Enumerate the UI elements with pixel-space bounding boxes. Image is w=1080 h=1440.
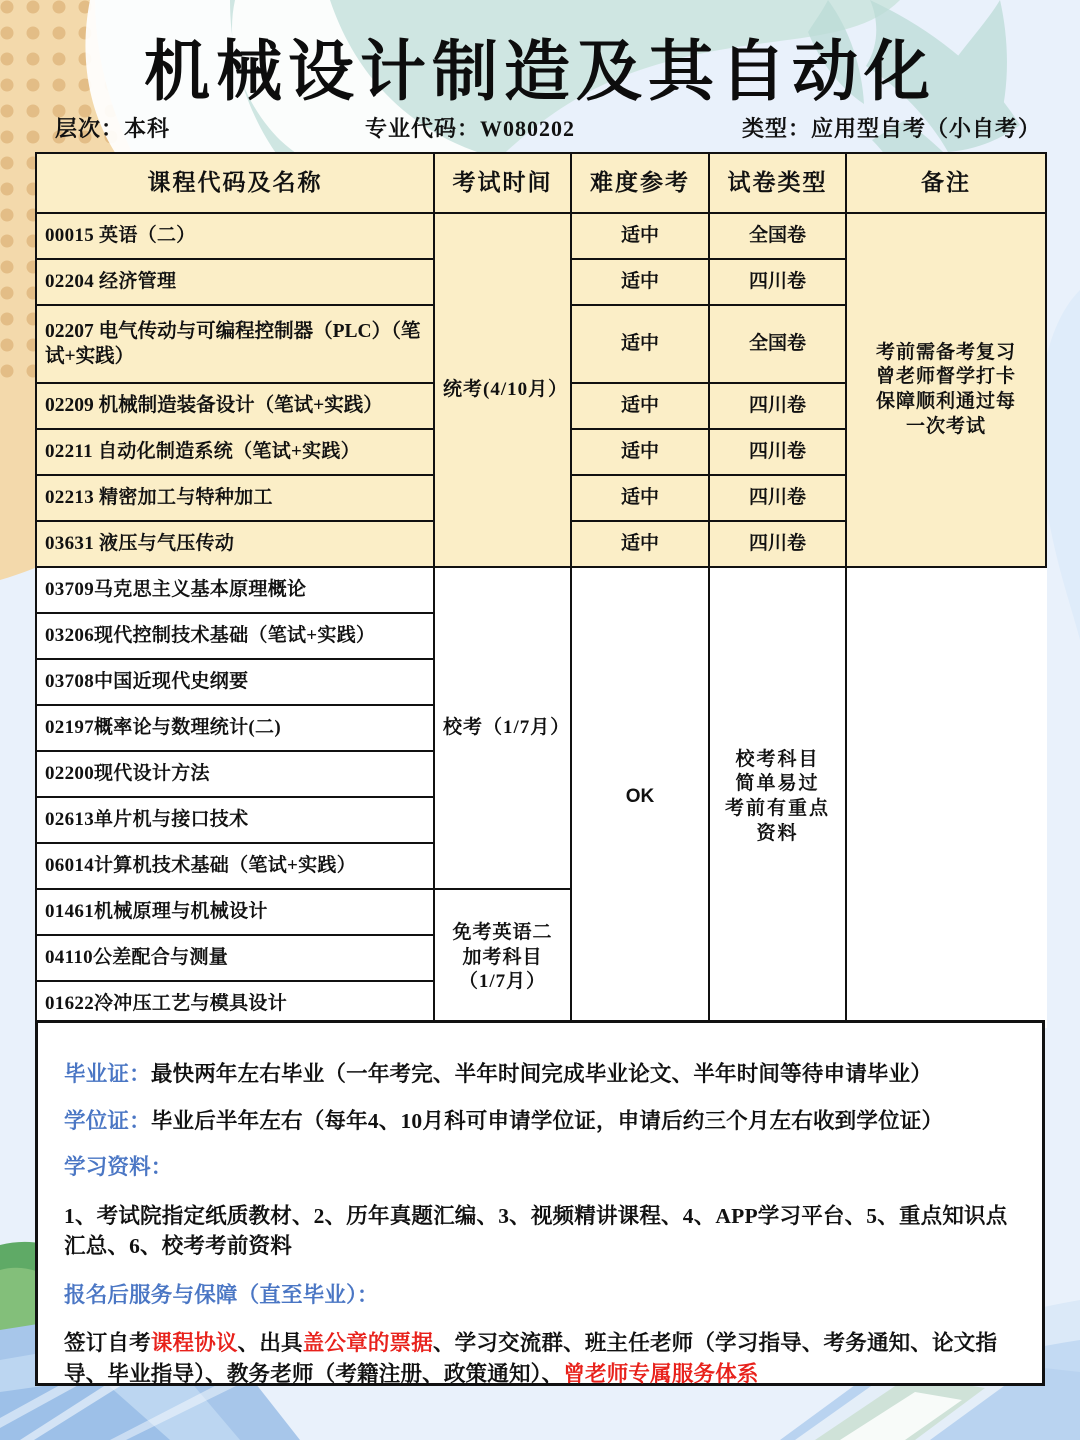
unified-exam-time: 统考(4/10月） bbox=[434, 213, 571, 567]
course-name: 00015 英语（二） bbox=[36, 213, 434, 259]
info-panel bbox=[35, 1020, 1045, 1386]
paper-type-value: 四川卷 bbox=[709, 475, 846, 521]
unified-note bbox=[846, 213, 1046, 567]
course-name: 03709马克思主义基本原理概论 bbox=[36, 567, 434, 613]
diploma-label: 毕业证： bbox=[64, 1062, 151, 1086]
note-line: 一次考试 bbox=[905, 415, 986, 437]
note-line: 曾老师督学打卡 bbox=[875, 366, 1016, 388]
degree-line bbox=[64, 1106, 1016, 1137]
school-difficulty-ok: OK bbox=[571, 567, 709, 1027]
col-header-difficulty: 难度参考 bbox=[571, 153, 709, 213]
col-header-time: 考试时间 bbox=[434, 153, 571, 213]
course-name: 02613单片机与接口技术 bbox=[36, 797, 434, 843]
diploma-line bbox=[64, 1059, 1016, 1090]
major-code-label: 专业代码：W080202 bbox=[364, 116, 575, 141]
course-name: 02197概率论与数理统计(二) bbox=[36, 705, 434, 751]
col-header-course: 课程代码及名称 bbox=[36, 153, 434, 213]
materials-heading bbox=[64, 1152, 1016, 1183]
course-name: 02200现代设计方法 bbox=[36, 751, 434, 797]
exempt-exam-time: 免考英语二加考科目（1/7月） bbox=[434, 889, 571, 1027]
type-label: 类型：应用型自考（小自考） bbox=[741, 116, 1041, 141]
service-text-2: 、出具 bbox=[237, 1331, 303, 1356]
materials-text: 1、考试院指定纸质教材、2、历年真题汇编、3、视频精讲课程、4、APP学习平台、5、重点知识点汇总、6、校考考前资料 bbox=[64, 1203, 1008, 1259]
note-line: 考前有重点资料 bbox=[724, 798, 830, 844]
note-line: 考前需备考复习 bbox=[875, 341, 1016, 363]
service-text bbox=[64, 1328, 1016, 1389]
service-label: 报名后服务与保障（直至毕业）： bbox=[64, 1282, 379, 1307]
paper-type-value: 四川卷 bbox=[709, 429, 846, 475]
table-row bbox=[36, 567, 1046, 613]
degree-text: 毕业后半年左右（每年4、10月科可申请学位证，申请后约三个月左右收到学位证） bbox=[150, 1108, 944, 1133]
difficulty-value: 适中 bbox=[571, 521, 709, 567]
difficulty-value: 适中 bbox=[571, 305, 709, 383]
service-text-1: 签订自考 bbox=[64, 1331, 151, 1356]
course-name: 03206现代控制技术基础（笔试+实践） bbox=[36, 613, 434, 659]
level-label: 层次：本科 bbox=[55, 116, 171, 141]
paper-type-value: 四川卷 bbox=[709, 259, 846, 305]
diploma-text: 最快两年左右毕业（一年考完、半年时间完成毕业论文、半年时间等待申请毕业） bbox=[150, 1062, 933, 1086]
difficulty-value: 适中 bbox=[571, 259, 709, 305]
service-highlight-1: 课程协议 bbox=[150, 1331, 238, 1356]
header-meta-row bbox=[35, 112, 1045, 143]
service-highlight-2: 盖公章的票据 bbox=[302, 1331, 433, 1356]
note-line: 简单易过 bbox=[735, 773, 820, 795]
difficulty-value: 适中 bbox=[571, 475, 709, 521]
course-name: 04110公差配合与测量 bbox=[36, 935, 434, 981]
course-name: 03631 液压与气压传动 bbox=[36, 521, 434, 567]
course-name: 02213 精密加工与特种加工 bbox=[36, 475, 434, 521]
table-header-row bbox=[36, 153, 1046, 213]
course-name: 02204 经济管理 bbox=[36, 259, 434, 305]
table-row bbox=[36, 889, 1046, 935]
course-name: 02209 机械制造装备设计（笔试+实践） bbox=[36, 383, 434, 429]
col-header-note: 备注 bbox=[846, 153, 1046, 213]
course-table bbox=[35, 152, 1047, 1028]
school-note bbox=[709, 567, 846, 1027]
service-heading bbox=[64, 1280, 1016, 1311]
course-name: 02207 电气传动与可编程控制器（PLC）（笔试+实践） bbox=[36, 305, 434, 383]
materials-label: 学习资料： bbox=[64, 1155, 173, 1180]
course-name: 02211 自动化制造系统（笔试+实践） bbox=[36, 429, 434, 475]
degree-label: 学位证： bbox=[64, 1108, 151, 1133]
course-name: 01461机械原理与机械设计 bbox=[36, 889, 434, 935]
course-name: 03708中国近现代史纲要 bbox=[36, 659, 434, 705]
paper-type-value: 全国卷 bbox=[709, 213, 846, 259]
course-name: 06014计算机技术基础（笔试+实践） bbox=[36, 843, 434, 889]
paper-type-value: 四川卷 bbox=[709, 521, 846, 567]
paper-type-value: 全国卷 bbox=[709, 305, 846, 383]
school-exam-time: 校考（1/7月） bbox=[434, 567, 571, 889]
note-line: 校考科目 bbox=[735, 748, 820, 770]
course-name: 01622冷冲压工艺与模具设计 bbox=[36, 981, 434, 1027]
table-row bbox=[36, 213, 1046, 259]
difficulty-value: 适中 bbox=[571, 429, 709, 475]
difficulty-value: 适中 bbox=[571, 213, 709, 259]
col-header-paper: 试卷类型 bbox=[709, 153, 846, 213]
service-text-3: 、学习交流群、班主任老师（学习指导、考务通知、论文指导、毕业指导）、教务老师（考籍注册、政策通知）、 bbox=[64, 1331, 998, 1386]
note-line: 保障顺利通过每 bbox=[875, 391, 1016, 412]
service-highlight-3: 曾老师专属服务体系 bbox=[563, 1361, 759, 1386]
difficulty-value: 适中 bbox=[571, 383, 709, 429]
paper-type-value: 四川卷 bbox=[709, 383, 846, 429]
page-title: 机械设计制造及其自动化 bbox=[144, 36, 936, 109]
